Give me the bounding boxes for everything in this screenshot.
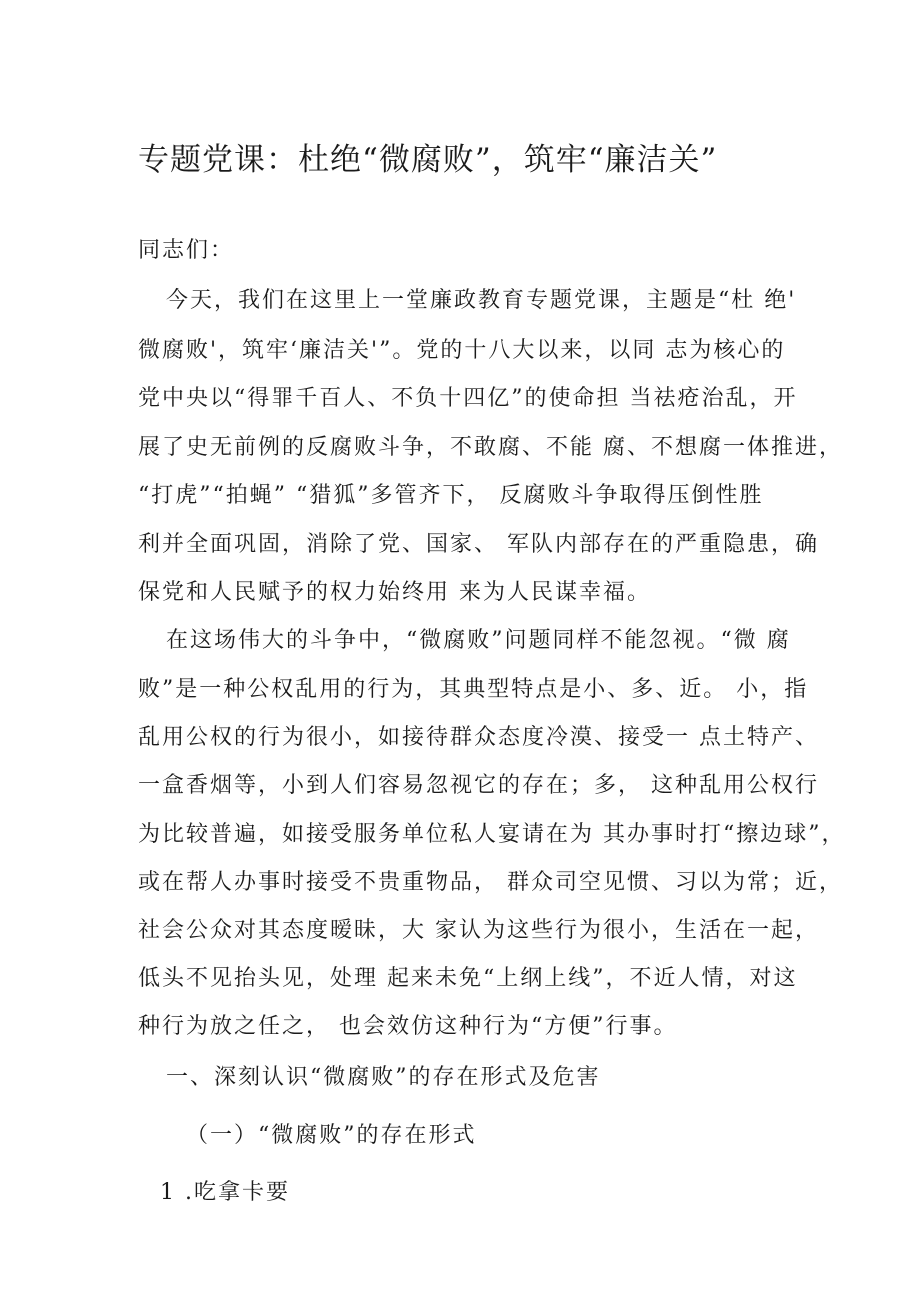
paragraph2-line: 败”是一种公权乱用的行为，其典型特点是小、多、近。 小，指 [138,677,809,702]
paragraph2-line: 或在帮人办事时接受不贵重物品， 群众司空见惯、习以为常；近， [138,870,843,895]
paragraph2-line: 在这场伟大的斗争中，“微腐败”问题同样不能忽视。“微 腐 [166,628,791,653]
paragraph1-line: 微腐败'，筑牢‘廉洁关'”。党的十八大以来，以同 志为核心的 [138,338,786,363]
paragraph1-line: 今天，我们在这里上一堂廉政教育专题党课，主题是“杜 绝' [166,288,797,313]
section-heading: 一、深刻认识“微腐败”的存在形式及危害 [166,1065,601,1090]
paragraph1-line: 利并全面巩固，消除了党、国家、 军队内部存在的严重隐患，确 [138,532,819,557]
paragraph2-line: 社会公众对其态度暧昧，大 家认为这些行为很小，生活在一起， [138,918,819,943]
document-title: 专题党课：杜绝“微腐败”，筑牢“廉洁关” [138,142,718,178]
paragraph2-line: 乱用公权的行为很小，如接待群众态度冷漠、接受一 点土特产、 [138,725,819,750]
paragraph1-line: 展了史无前例的反腐败斗争，不敢腐、不能 腐、不想腐一体推进， [138,435,843,460]
salutation: 同志们： [138,238,235,263]
subsection-heading: （一）“微腐败”的存在形式 [186,1123,477,1148]
paragraph2-line: 为比较普遍，如接受服务单位私人宴请在为 其办事时打“擦边球”， [138,822,846,847]
paragraph2-line: 种行为放之任之， 也会效仿这种行为“方便”行事。 [138,1014,678,1039]
paragraph1-line: 保党和人民赋予的权力始终用 来为人民谋幸福。 [138,580,651,605]
item-heading: 1 .吃拿卡要 [160,1180,290,1205]
paragraph1-line: 党中央以“得罪千百人、不负十四亿”的使命担 当祛疮治乱，开 [138,386,798,411]
paragraph2-line: 一盒香烟等，小到人们容易忽视它的存在；多， 这种乱用公权行 [138,773,819,798]
paragraph2-line: 低头不见抬头见，处理 起来未免“上纲上线”，不近人情，对这 [138,966,798,991]
paragraph1-line: “打虎”“拍蝇” “猎狐”多管齐下， 反腐败斗争取得压倒性胜 [138,483,764,508]
